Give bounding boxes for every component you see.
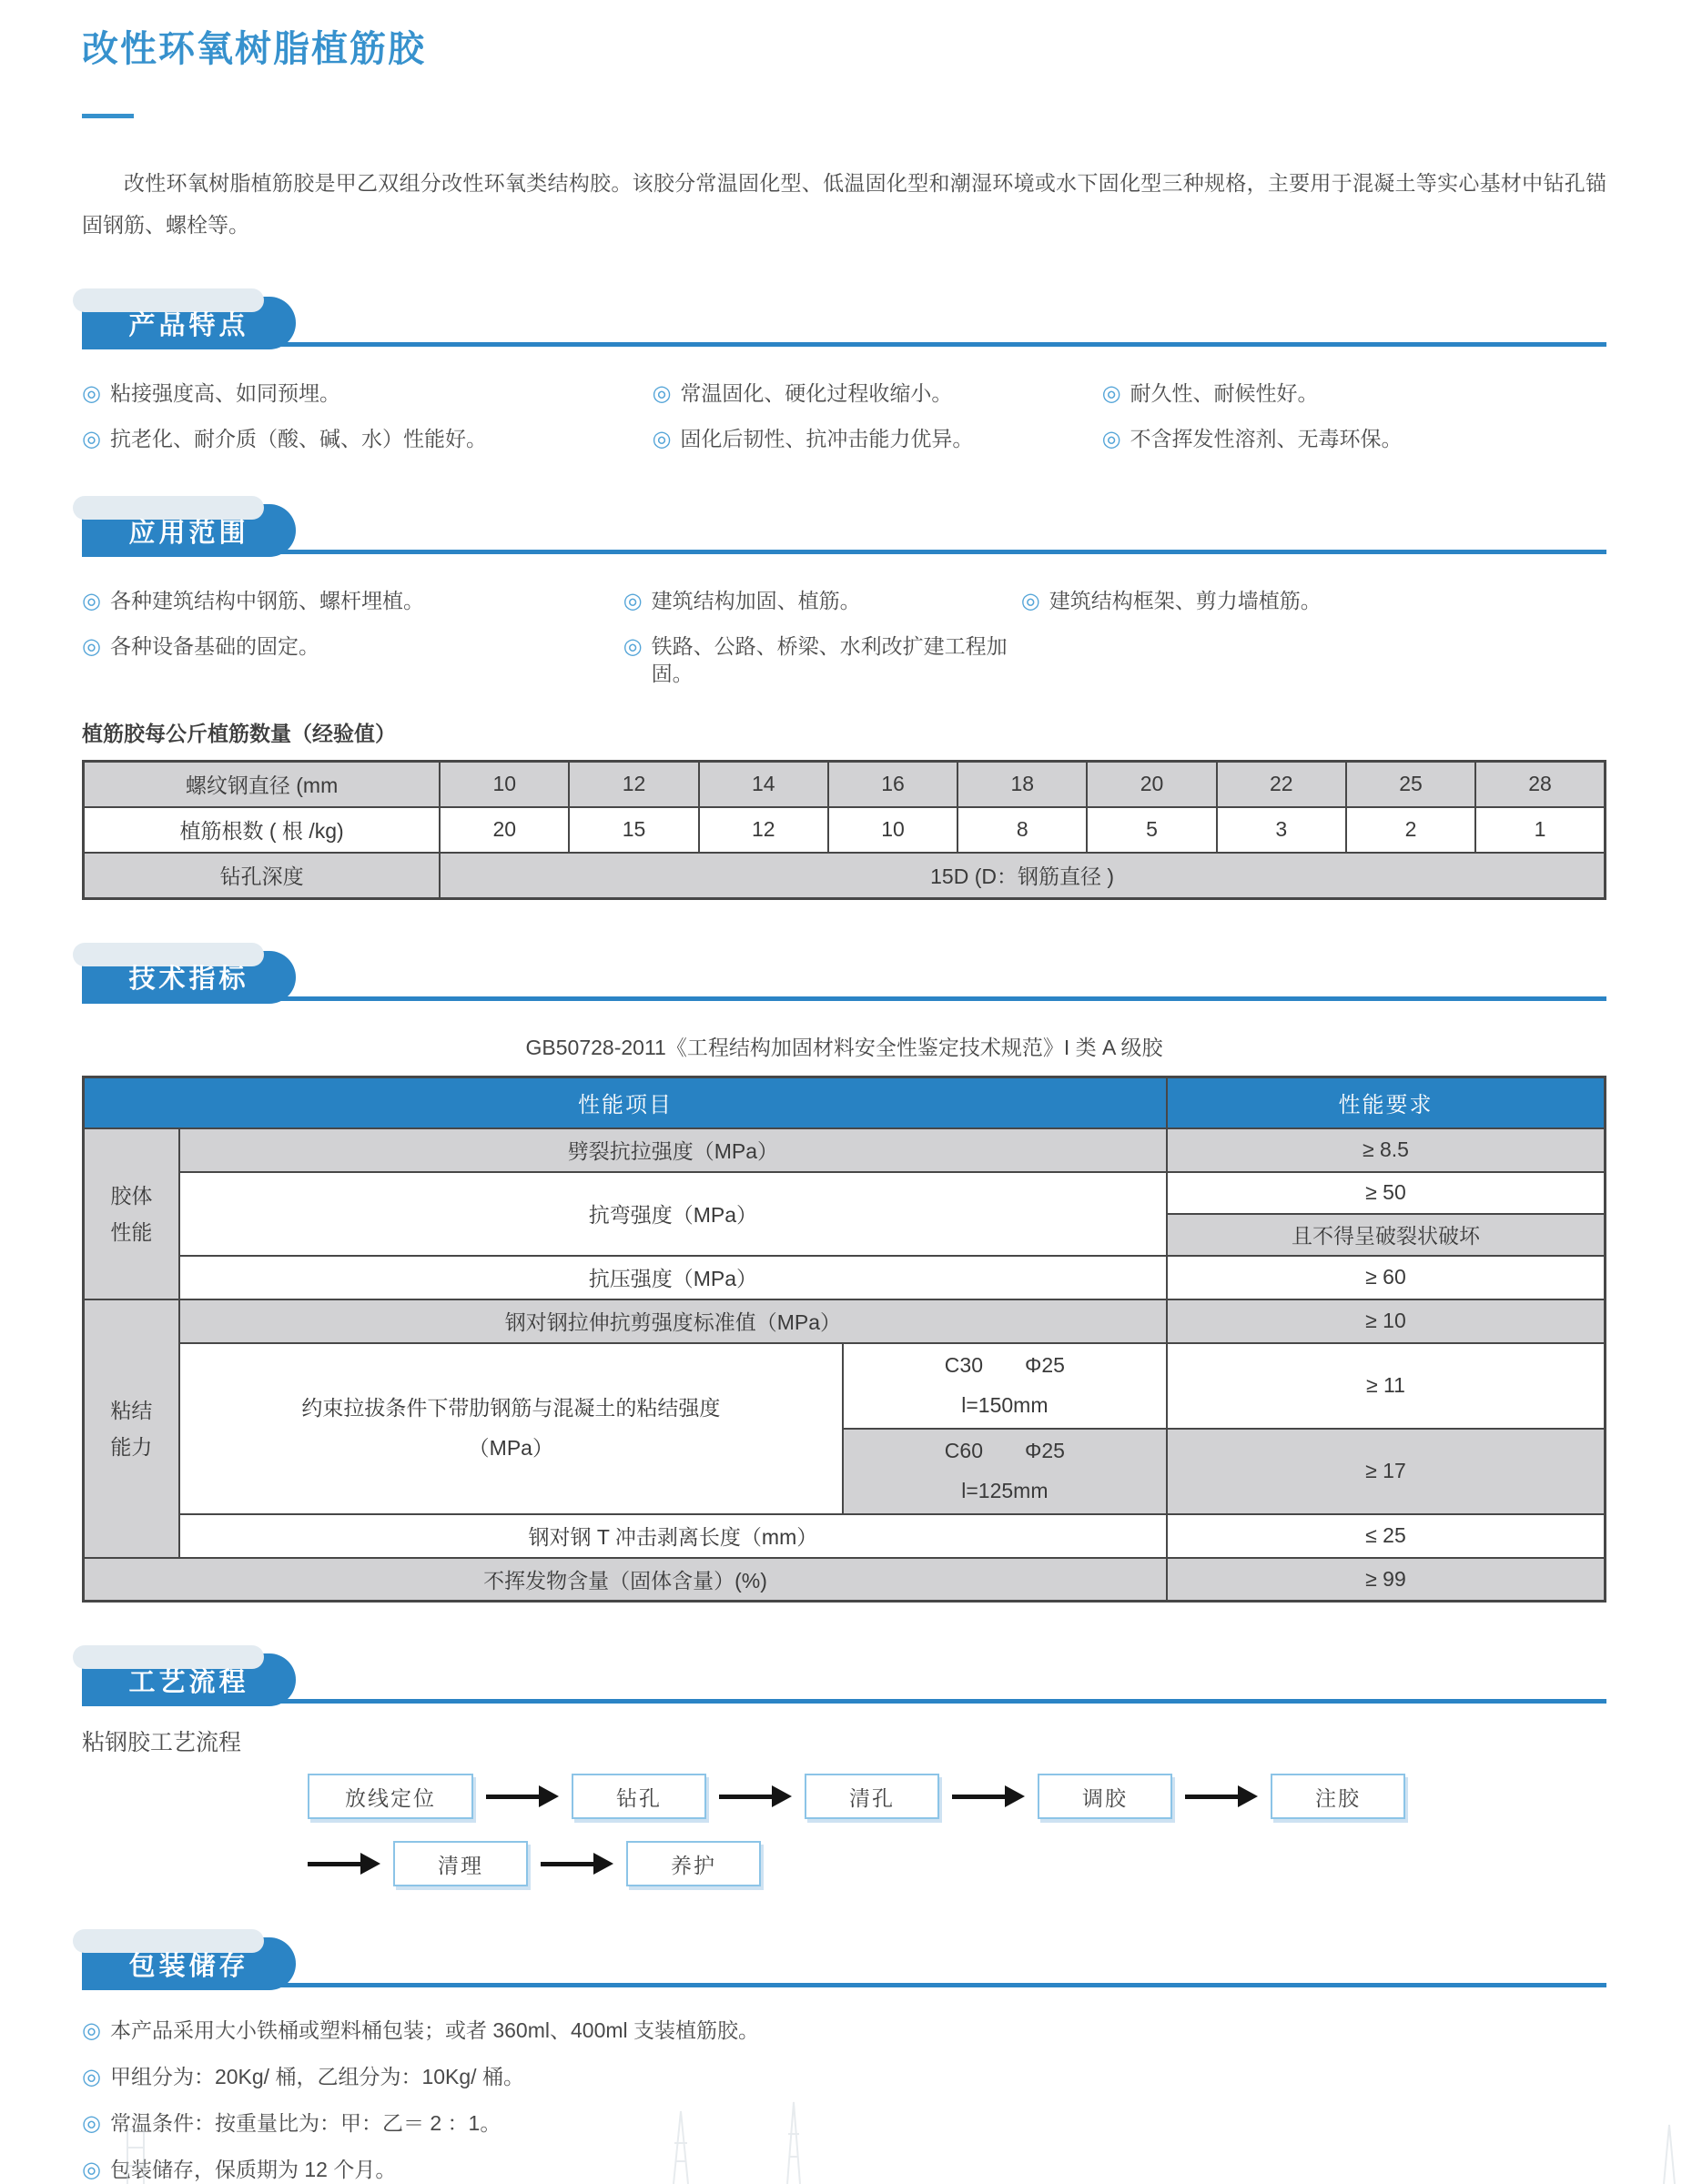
spec-label: 钢对钢拉伸抗剪强度标准值（MPa）	[179, 1299, 1167, 1343]
feature-text: 不含挥发性溶剂、无毒环保。	[1130, 427, 1403, 450]
spec-label: 不挥发物含量（固体含量）(%)	[84, 1558, 1167, 1602]
cell: 1	[1475, 807, 1605, 853]
application-text: 各种建筑结构中钢筋、螺杆埋植。	[109, 589, 424, 612]
cell: 18	[957, 761, 1087, 807]
tech-heading-label: 技术指标	[128, 965, 249, 995]
list-item	[82, 588, 623, 615]
process-subtitle: 粘钢胶工艺流程	[82, 1730, 242, 1756]
list-item	[1102, 426, 1606, 453]
list-item-empty	[1021, 633, 1606, 688]
table-row-diameter	[84, 761, 1606, 807]
table-row-depth	[84, 853, 1606, 899]
flow-step: 养护	[626, 1841, 761, 1886]
packaging-text: 本产品采用大小铁桶或塑料桶包装；或者 360ml、400ml 支装植筋胶。	[109, 2018, 760, 2043]
cell: 22	[1217, 761, 1346, 807]
features-section-header	[82, 297, 1606, 353]
flow-arrow-icon	[541, 1853, 613, 1875]
rebar-quantity-table	[82, 760, 1606, 900]
standard-note: GB50728-2011《工程结构加固材料安全性鉴定技术规范》I 类 A 级胶	[525, 1035, 1163, 1059]
flow-step: 放线定位	[308, 1774, 473, 1819]
ring-bullet-icon: ◎	[82, 381, 101, 406]
cell: 20	[1087, 761, 1216, 807]
feature-text: 常温固化、硬化过程收缩小。	[680, 381, 953, 405]
section-tech	[82, 951, 1606, 1603]
ring-bullet-icon: ◎	[82, 2158, 101, 2183]
application-text: 建筑结构框架、剪力墙植筋。	[1049, 589, 1322, 612]
section-rule	[82, 550, 1606, 554]
section-rule	[82, 996, 1606, 1001]
applications-section-header	[82, 504, 1606, 561]
spec-label: 钢对钢 T 冲击剥离长度（mm）	[179, 1514, 1167, 1558]
column-header-item: 性能项目	[84, 1077, 1167, 1128]
flow-arrow-icon	[486, 1785, 559, 1807]
flow-arrow-icon	[1185, 1785, 1258, 1807]
cell: 16	[828, 761, 957, 807]
flow-arrow-icon	[308, 1853, 380, 1875]
application-text: 建筑结构加固、植筋。	[651, 589, 861, 612]
table-row-count	[84, 807, 1606, 853]
spec-note: 且不得呈破裂状破坏	[1167, 1214, 1606, 1256]
table-row-shear	[84, 1299, 1606, 1343]
flow-step: 清理	[393, 1841, 528, 1886]
feature-text: 固化后韧性、抗冲击能力优异。	[680, 427, 974, 450]
cell: 25	[1346, 761, 1475, 807]
features-list	[82, 380, 1606, 453]
list-item	[1021, 588, 1606, 615]
application-text: 各种设备基础的固定。	[109, 634, 319, 658]
section-process	[82, 1653, 1606, 1886]
table-row-nonvolatile	[84, 1558, 1606, 1602]
title-underline	[82, 114, 134, 118]
table-row-flexural	[84, 1172, 1606, 1214]
table-row-bond-c30	[84, 1343, 1606, 1429]
quantity-table-caption: 植筋胶每公斤植筋数量（经验值）	[82, 721, 396, 745]
list-item	[82, 2157, 1606, 2184]
ring-bullet-icon: ◎	[623, 634, 643, 659]
process-heading-badge	[82, 1653, 296, 1706]
table-row-compressive	[84, 1256, 1606, 1299]
packaging-heading-label: 包装储存	[128, 1951, 249, 1981]
packaging-text: 常温条件：按重量比为：甲：乙＝ 2 ：1。	[109, 2111, 502, 2136]
tech-spec-table	[82, 1076, 1606, 1603]
section-packaging	[82, 1937, 1606, 2184]
features-heading-badge	[82, 297, 296, 349]
cell: 8	[957, 807, 1087, 853]
flow-arrow-icon	[719, 1785, 792, 1807]
cell: 3	[1217, 807, 1346, 853]
spec-label: 约束拉拔条件下带肋钢筋与混凝土的粘结强度 （MPa）	[179, 1343, 843, 1514]
ring-bullet-icon: ◎	[82, 589, 101, 613]
ring-bullet-icon: ◎	[1101, 381, 1121, 406]
cell-span: 15D (D：钢筋直径 )	[440, 853, 1605, 899]
cell: 12	[569, 761, 698, 807]
section-applications	[82, 504, 1606, 900]
list-item	[82, 2064, 1606, 2091]
ring-bullet-icon: ◎	[623, 589, 643, 613]
packaging-heading-badge	[82, 1937, 296, 1990]
column-header-requirement: 性能要求	[1167, 1077, 1606, 1128]
process-flow-row-2	[308, 1841, 1606, 1886]
features-heading-label: 产品特点	[128, 310, 249, 340]
ring-bullet-icon: ◎	[82, 2018, 101, 2044]
row-header: 螺纹钢直径 (mm	[84, 761, 441, 807]
spec-label: 抗弯强度（MPa）	[179, 1172, 1167, 1256]
feature-text: 粘接强度高、如同预埋。	[109, 381, 340, 405]
ring-bullet-icon: ◎	[82, 634, 101, 659]
cell: 14	[699, 761, 828, 807]
list-item	[652, 380, 1101, 408]
spec-value: ≥ 11	[1167, 1343, 1606, 1429]
ring-bullet-icon: ◎	[1101, 427, 1121, 451]
spec-value: ≥ 10	[1167, 1299, 1606, 1343]
cell: 10	[828, 807, 957, 853]
page-title: 改性环氧树脂植筋胶	[82, 29, 426, 69]
list-item	[623, 588, 1021, 615]
list-item	[1102, 380, 1606, 408]
group-header-body: 胶体性能	[84, 1128, 179, 1299]
spec-value: ≥ 60	[1167, 1256, 1606, 1299]
tech-section-header	[82, 951, 1606, 1007]
flow-step: 注胶	[1271, 1774, 1405, 1819]
ring-bullet-icon: ◎	[1020, 589, 1040, 613]
cell: 5	[1087, 807, 1216, 853]
ring-bullet-icon: ◎	[82, 2065, 101, 2090]
application-text: 铁路、公路、桥梁、水利改扩建工程加固。	[651, 634, 1008, 685]
row-header: 钻孔深度	[84, 853, 441, 899]
flow-step: 调胶	[1038, 1774, 1172, 1819]
tech-heading-badge	[82, 951, 296, 1004]
list-item	[82, 633, 623, 688]
spec-value: ≥ 8.5	[1167, 1128, 1606, 1172]
ring-bullet-icon: ◎	[652, 381, 672, 406]
spec-value: ≥ 50	[1167, 1172, 1606, 1214]
ring-bullet-icon: ◎	[652, 427, 672, 451]
list-item	[82, 426, 652, 453]
packaging-text: 甲组分为：20Kg/ 桶，乙组分为：10Kg/ 桶。	[109, 2065, 524, 2089]
cell: 2	[1346, 807, 1475, 853]
packaging-text: 包装储存，保质期为 12 个月。	[109, 2158, 397, 2182]
spec-condition: C30 Φ25 l=150mm	[843, 1343, 1167, 1429]
group-header-bond: 粘结能力	[84, 1299, 179, 1558]
list-item	[623, 633, 1021, 688]
row-header: 植筋根数 ( 根 /kg)	[84, 807, 441, 853]
cell: 28	[1475, 761, 1605, 807]
cell: 10	[440, 761, 569, 807]
applications-heading-label: 应用范围	[128, 518, 249, 548]
cell: 20	[440, 807, 569, 853]
section-rule	[82, 1699, 1606, 1704]
spec-value: ≤ 25	[1167, 1514, 1606, 1558]
list-item	[82, 380, 652, 408]
section-rule	[82, 342, 1606, 347]
flow-arrow-icon	[952, 1785, 1025, 1807]
spec-value: ≥ 17	[1167, 1429, 1606, 1514]
process-section-header	[82, 1653, 1606, 1710]
list-item	[82, 2017, 1606, 2045]
spec-condition: C60 Φ25 l=125mm	[843, 1429, 1167, 1514]
section-features	[82, 297, 1606, 453]
table-row-peel	[84, 1514, 1606, 1558]
ring-bullet-icon: ◎	[82, 2111, 101, 2137]
spec-label: 劈裂抗拉强度（MPa）	[179, 1128, 1167, 1172]
table-row-split-tensile	[84, 1128, 1606, 1172]
feature-text: 抗老化、耐介质（酸、碱、水）性能好。	[109, 427, 487, 450]
spec-label: 抗压强度（MPa）	[179, 1256, 1167, 1299]
flow-step: 清孔	[805, 1774, 939, 1819]
flow-step: 钻孔	[572, 1774, 706, 1819]
list-item	[82, 2110, 1606, 2138]
packaging-list	[82, 2017, 1606, 2184]
applications-list	[82, 588, 1606, 688]
cell: 15	[569, 807, 698, 853]
list-item	[652, 426, 1101, 453]
packaging-section-header	[82, 1937, 1606, 1994]
ring-bullet-icon: ◎	[82, 427, 101, 451]
intro-paragraph: 改性环氧树脂植筋胶是甲乙双组分改性环氧类结构胶。该胶分常温固化型、低温固化型和潮湿环境或水下固化型三种规格，主要用于混凝土等实心基材中钻孔锚固钢筋、螺栓等。	[82, 171, 1606, 237]
process-flow-row-1	[308, 1774, 1606, 1819]
feature-text: 耐久性、耐候性好。	[1130, 381, 1319, 405]
process-heading-label: 工艺流程	[128, 1667, 249, 1697]
spec-value: ≥ 99	[1167, 1558, 1606, 1602]
section-rule	[82, 1983, 1606, 1987]
cell: 12	[699, 807, 828, 853]
applications-heading-badge	[82, 504, 296, 557]
table-row-header	[84, 1077, 1606, 1128]
